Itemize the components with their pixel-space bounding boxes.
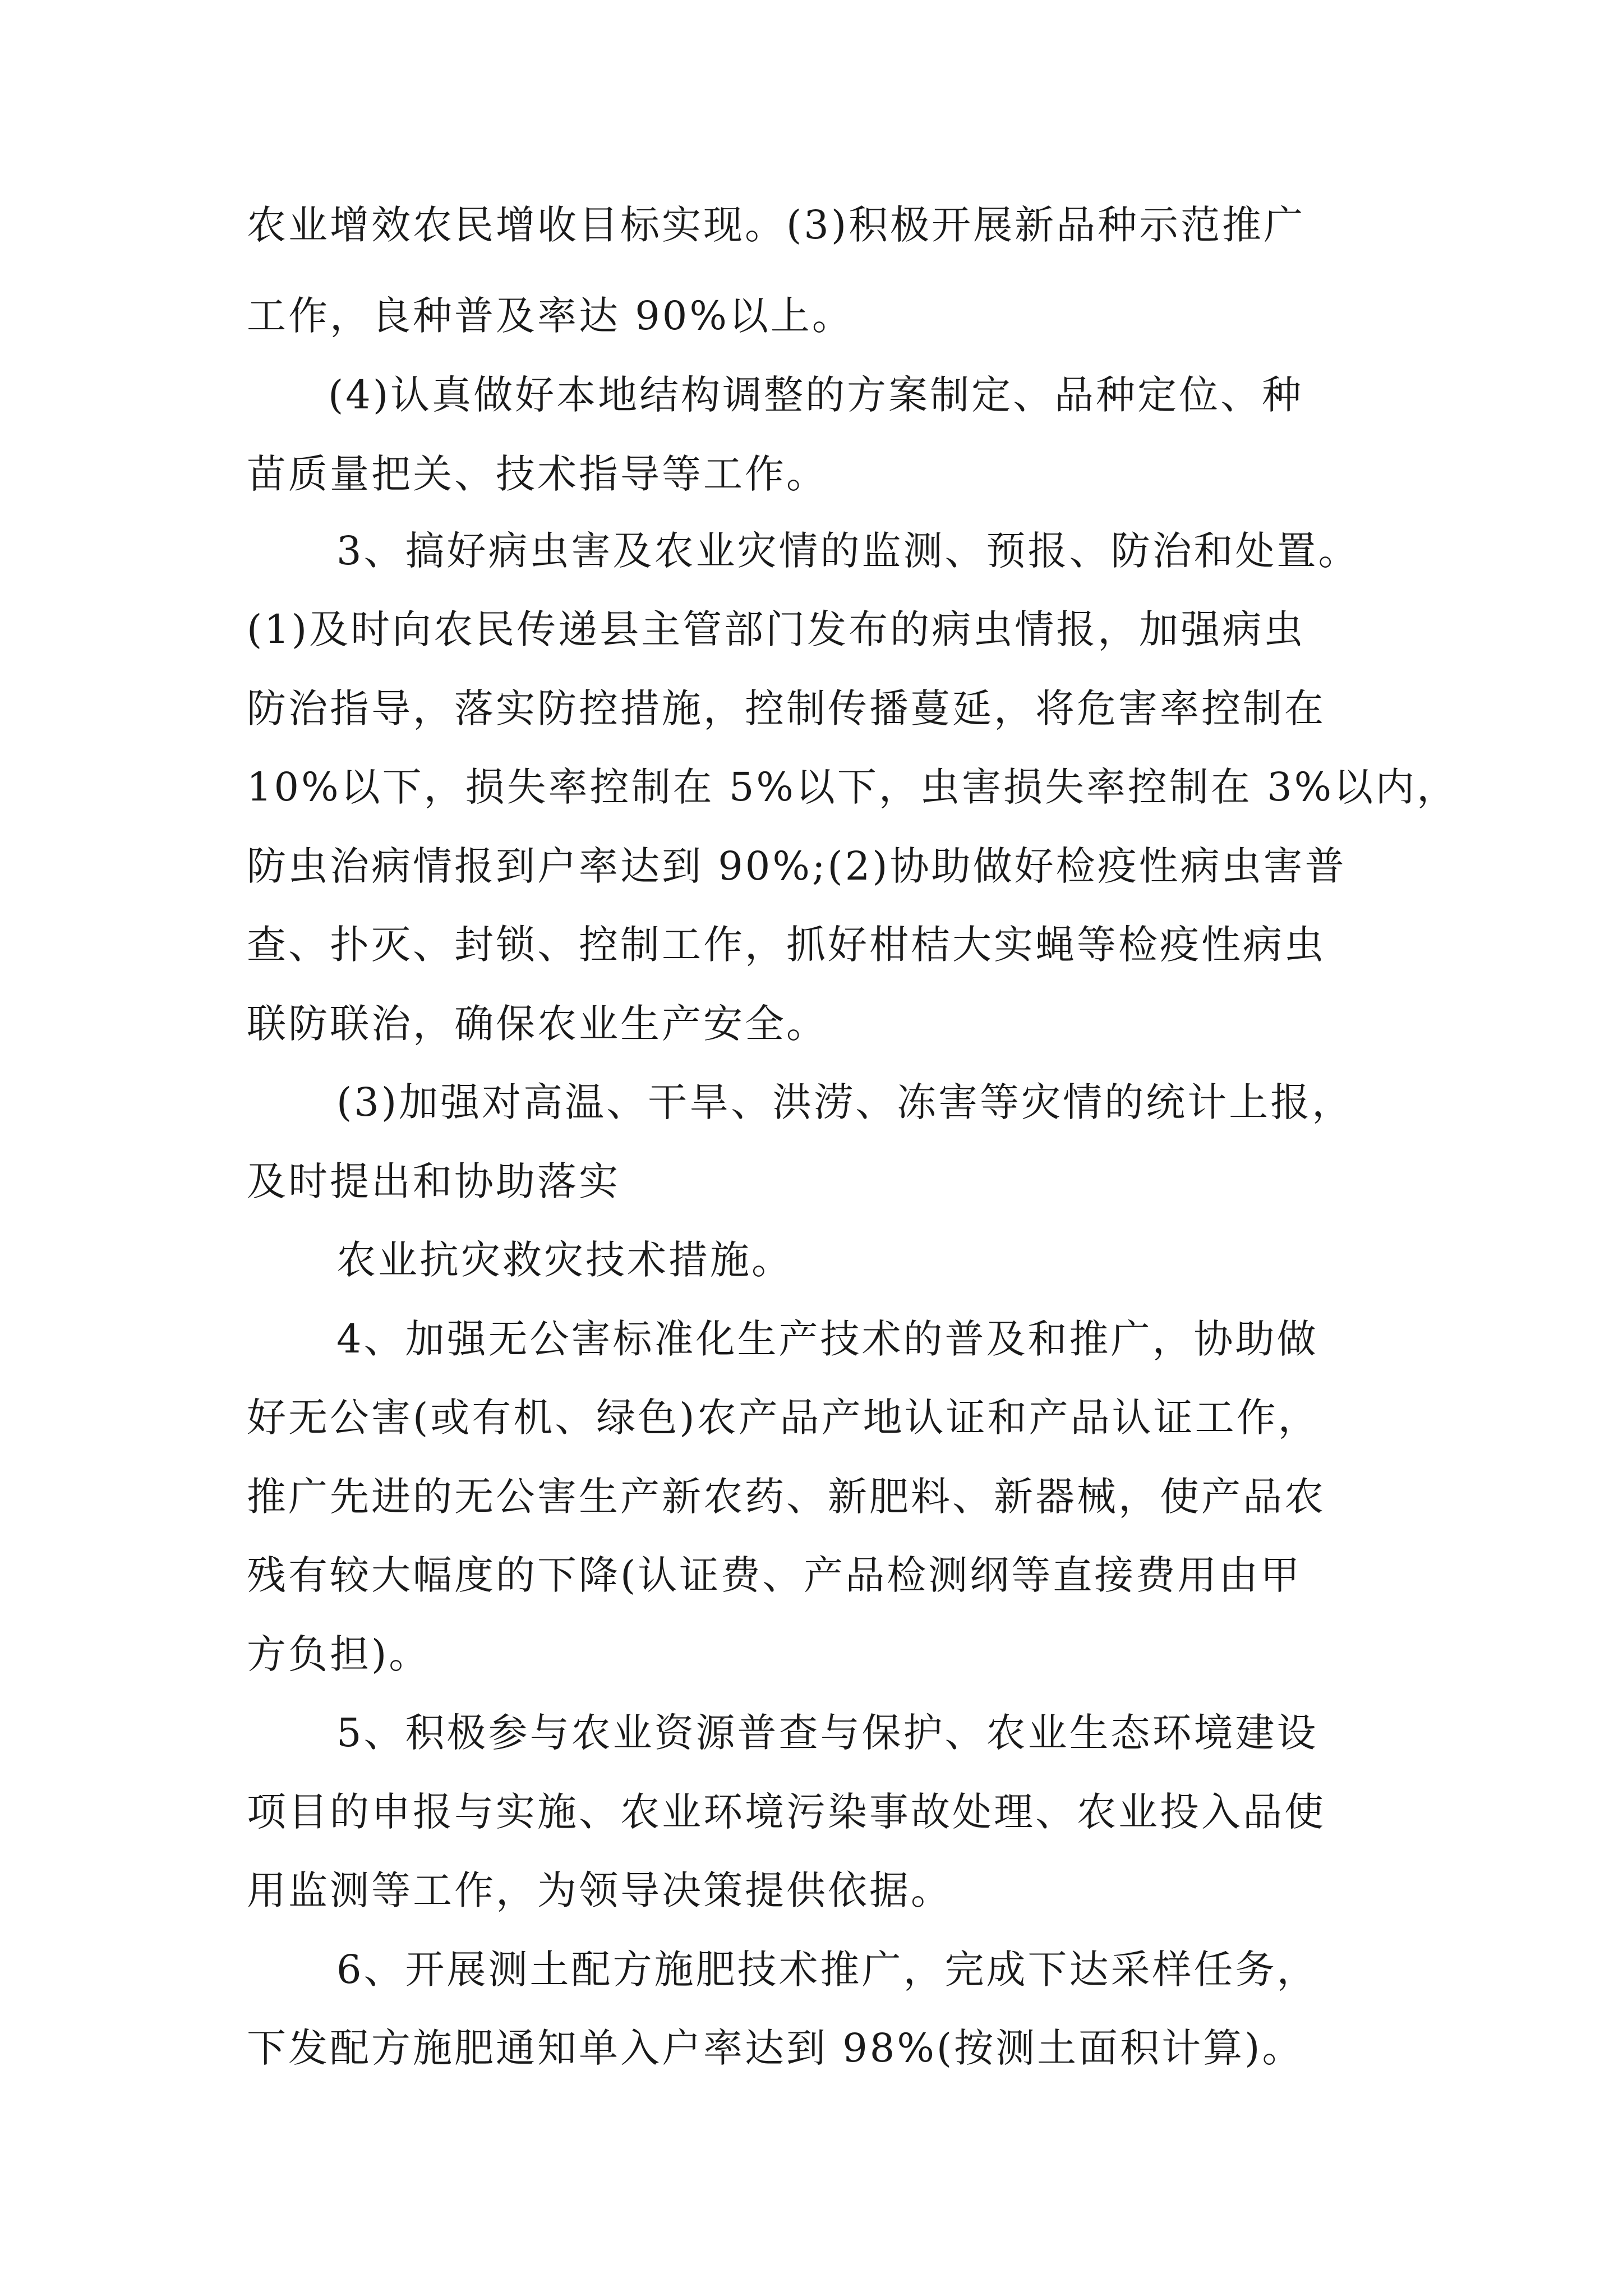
text-line: 好无公害(或有机、绿色)农产品产地认证和产品认证工作， bbox=[247, 1395, 1320, 1441]
text-line: 10%以下，损失率控制在 5%以下，虫害损失率控制在 3%以内， bbox=[247, 764, 1459, 810]
text-line: 项目的申报与实施、农业环境污染事故处理、农业投入品使 bbox=[247, 1789, 1326, 1835]
text-line: 5、积极参与农业资源普查与保护、农业生态环境建设 bbox=[336, 1710, 1318, 1756]
text-line: 工作，良种普及率达 90%以上。 bbox=[247, 293, 854, 339]
text-line: 防虫治病情报到户率达到 90%;(2)协助做好检疫性病虫害普 bbox=[247, 843, 1347, 889]
text-line: 用监测等工作，为领导决策提供依据。 bbox=[247, 1867, 952, 1913]
text-line: 苗质量把关、技术指导等工作。 bbox=[247, 451, 828, 497]
text-line: 方负担)。 bbox=[247, 1631, 431, 1677]
text-line: 4、加强无公害标准化生产技术的普及和推广，协助做 bbox=[336, 1316, 1318, 1362]
text-line: 联防联治，确保农业生产安全。 bbox=[247, 1001, 828, 1047]
text-line: (3)加强对高温、干旱、洪涝、冻害等灾情的统计上报， bbox=[336, 1079, 1354, 1125]
text-line: 3、搞好病虫害及农业灾情的监测、预报、防治和处置。 bbox=[336, 528, 1360, 574]
text-line: 农业增效农民增收目标实现。(3)积极开展新品种示范推广 bbox=[247, 202, 1306, 248]
text-line: (1)及时向农民传递县主管部门发布的病虫情报，加强病虫 bbox=[247, 606, 1306, 652]
text-line: 查、扑灭、封锁、控制工作，抓好柑桔大实蝇等检疫性病虫 bbox=[247, 922, 1326, 968]
text-line: 及时提出和协助落实 bbox=[247, 1158, 620, 1204]
text-line: 推广先进的无公害生产新农药、新肥料、新器械，使产品农 bbox=[247, 1474, 1326, 1520]
text-line: (4)认真做好本地结构调整的方案制定、品种定位、种 bbox=[328, 372, 1304, 418]
text-line: 6、开展测土配方施肥技术推广，完成下达采样任务， bbox=[336, 1947, 1318, 1993]
text-line: 下发配方施肥通知单入户率达到 98%(按测土面积计算)。 bbox=[247, 2025, 1304, 2071]
text-line: 防治指导，落实防控措施，控制传播蔓延，将危害率控制在 bbox=[247, 685, 1326, 731]
text-line: 残有较大幅度的下降(认证费、产品检测纲等直接费用由甲 bbox=[247, 1552, 1302, 1598]
text-line: 农业抗灾救灾技术措施。 bbox=[336, 1237, 793, 1283]
